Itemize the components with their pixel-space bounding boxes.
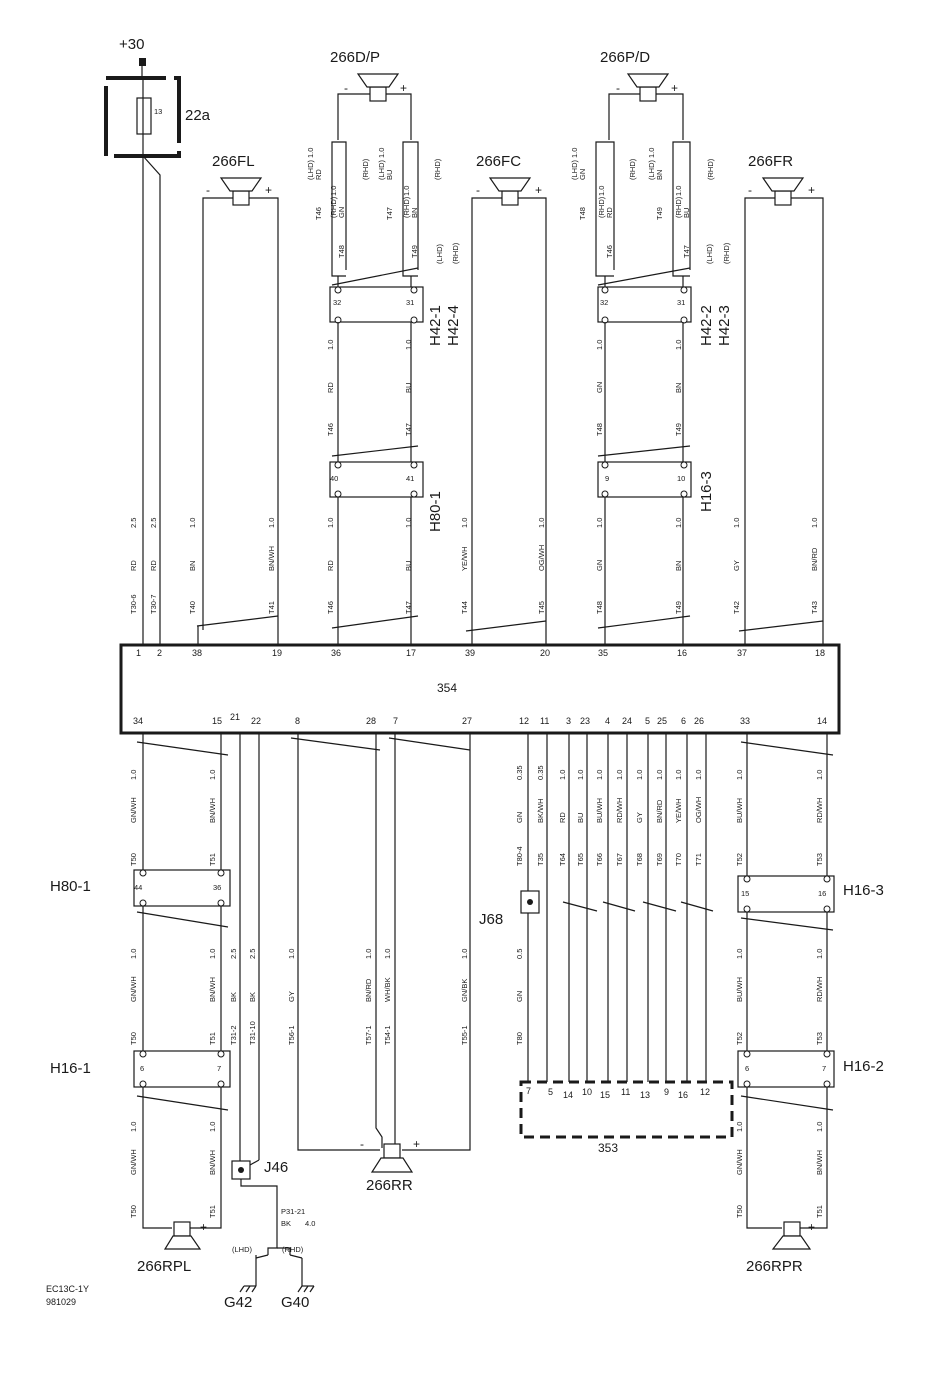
sp-d_rhd_b-color: BN [410,207,419,218]
wire-m_bkwh-0-b: T35 [536,853,545,866]
pin-15: 15 [741,889,750,898]
wire-m_buwh-1-b: BU/WH [595,798,604,823]
svg-text:12: 12 [700,1087,711,1097]
pin-32-left: 32 [333,298,342,307]
svg-text:16: 16 [678,1090,689,1100]
wire-rr_whbk-2-b: 1.0 [383,948,392,959]
svg-text:11: 11 [621,1087,631,1097]
sp-d_lhd_b-gauge: 1.0 [377,147,386,158]
svg-text:8: 8 [295,716,301,726]
wire-rpr_a2-1-b: BU/WH [735,977,744,1002]
speaker-pd-label: 266P/D [600,49,651,66]
wire-fc_minus-0: T44 [460,601,469,614]
svg-text:25: 25 [657,716,668,726]
wire-m_yewh-1-b: YE/WH [674,798,683,823]
sp-d_lhd_b-tag: (LHD) [377,160,386,180]
svg-text:4: 4 [605,716,611,726]
svg-text:20: 20 [540,648,551,658]
wire-rr_whbk-0-b: T54-1 [383,1025,392,1045]
sp-d_lhd_a-tnum: T46 [314,207,323,220]
wire-d_bu-2: 1.0 [404,339,413,350]
wire-m_yewh-0-b: T70 [674,853,683,866]
sp-d_rhd_b-tnum: T49 [410,245,419,258]
svg-text:16: 16 [677,648,688,658]
sp-p_lhd_a-color: GN [578,168,587,180]
wire-m_gn_low-2-b: 0.5 [515,948,524,959]
fr-plus-sign: + [808,183,816,197]
wire-rr_whbk-1-b: WH/BK [383,977,392,1002]
pin-40: 40 [330,474,339,483]
wire-m_bnrd-2-b: 1.0 [655,769,664,780]
wire-rpl_b1-2-b: 1.0 [208,769,217,780]
tag-rhd-h42-2: (RHD) [722,242,731,264]
svg-text:37: 37 [737,648,748,658]
label-h16-3-bottom: H16-3 [843,882,884,899]
wire-rr_bnrd-2-b: 1.0 [364,948,373,959]
label-h42-4: H42-4 [445,305,462,346]
wire-supply_2-0: T30-7 [149,594,158,614]
wire-m_buwh-2-b: 1.0 [595,769,604,780]
svg-text:1: 1 [136,648,142,658]
wire-p_gn-1: GN [595,381,604,393]
svg-text:13: 13 [640,1090,651,1100]
sp-d_rhd_a-tnum: T48 [337,245,346,258]
wire-m_gy-1-b: GY [635,812,644,823]
wire-fr_plus-0: T43 [810,601,819,614]
wire-m_bu-1-b: BU [576,812,585,823]
sp-p_rhd_a-color: RD [605,207,614,218]
svg-text:26: 26 [694,716,705,726]
wire-d_bu-0: T47 [404,423,413,436]
svg-text:14: 14 [817,716,828,726]
gnd-rhd: (RHD) [282,1245,304,1254]
ground-g40-icon [298,1286,314,1292]
wire-rpr_b3-0-b: T51 [815,1205,824,1218]
wire-m_buwh-0-b: T66 [595,853,604,866]
sp-p_rhd_b-tnum: T47 [682,245,691,258]
wire-fr_minus-0: T42 [732,601,741,614]
wire-rpl_b3-2-b: 1.0 [208,1121,217,1132]
wire-p_gn-2: 1.0 [595,339,604,350]
amplifier-label: 354 [437,681,458,695]
wire-d_bu_mid-0: T47 [404,601,413,614]
drawing-date: 981029 [46,1297,77,1307]
wire-fl_plus-1: BN/WH [267,546,276,571]
speaker-rr-icon [372,1144,412,1172]
label-h80-1-bottom: H80-1 [50,878,91,895]
svg-text:17: 17 [406,648,417,658]
tag-rhd-dp-b: (RHD) [433,158,442,180]
sp-p_lhd_b-gauge: 1.0 [647,147,656,158]
tag-lhd-h42-1: (LHD) [435,244,444,264]
pin-7-left: 7 [217,1064,222,1073]
speaker-fl-label: 266FL [212,153,255,170]
wire-supply_1-1: RD [129,560,138,571]
rpl-minus-sign: - [155,1220,159,1234]
wire-rr_gnbk-1-b: GN/BK [460,978,469,1002]
svg-text:12: 12 [519,716,530,726]
wire-gnd_1-1-b: BK [229,991,238,1002]
pin-6-left: 6 [140,1064,145,1073]
wire-m_bu-2-b: 1.0 [576,769,585,780]
wire-d_rd-1: RD [326,382,335,393]
sp-d_lhd_b-color: BU [385,169,394,180]
svg-text:11: 11 [540,716,550,726]
wire-d_bu-1: BU [404,382,413,393]
sp-p_lhd_a-gauge: 1.0 [570,147,579,158]
sp-d_rhd_a-tag: (RHD) [329,196,338,218]
tag-rhd-dp: (RHD) [361,158,370,180]
wire-m_rdwh-1-b: RD/WH [615,797,624,823]
svg-text:3: 3 [566,716,572,726]
rr-plus-sign: + [413,1137,421,1151]
wire-rpr_b2-1-b: RD/WH [815,976,824,1002]
pin-31-right: 31 [677,298,686,307]
wire-p_bn-1: BN [674,382,683,393]
svg-text:27: 27 [462,716,473,726]
wire-rr_gnbk-0-b: T55-1 [460,1025,469,1045]
supply-terminal [139,58,146,66]
wire-p_gn_mid-0: T48 [595,601,604,614]
speaker-dp-icon [358,74,398,101]
wire-gnd_2-2-b: 2.5 [248,948,257,959]
svg-text:2: 2 [157,648,163,658]
gnd-wire-id: P31-21 [281,1207,306,1216]
pin-41: 41 [406,474,415,483]
svg-text:15: 15 [600,1090,611,1100]
svg-text:7: 7 [393,716,399,726]
svg-text:15: 15 [212,716,223,726]
wire-m_gy-0-b: T68 [635,853,644,866]
wire-fr_minus-2: 1.0 [732,517,741,528]
svg-text:5: 5 [645,716,651,726]
wire-gnd_1-2-b: 2.5 [229,948,238,959]
speaker-dp-label: 266D/P [330,49,381,66]
speaker-fc-label: 266FC [476,153,522,170]
tag-rhd-h42-1: (RHD) [451,242,460,264]
wire-rpl_b1-1-b: BN/WH [208,798,217,823]
wire-rpr_a3-1-b: GN/WH [735,1149,744,1175]
sp-d_rhd_b-tag: (RHD) [402,196,411,218]
wire-p_bn_mid-0: T49 [674,601,683,614]
fuse-number: 13 [154,107,163,116]
drawing-code: EC13C-1Y [46,1284,90,1294]
label-h42-2: H42-2 [698,305,715,346]
svg-text:22: 22 [251,716,262,726]
wire-rpr_b1-0-b: T53 [815,853,824,866]
wire-m_ogwh-0-b: T71 [694,853,703,866]
pin-7-right: 7 [822,1064,827,1073]
wire-rpl_a2-2-b: 1.0 [129,948,138,959]
wire-fc_plus-2: 1.0 [537,517,546,528]
wire-rpl_b2-0-b: T51 [208,1032,217,1045]
wire-d_rd-2: 1.0 [326,339,335,350]
speaker-fr-icon [763,178,803,205]
wire-fr_minus-1: GY [732,560,741,571]
rpr-plus-sign: + [808,1220,816,1234]
wire-fc_plus-1: OG/WH [537,544,546,571]
sp-p_lhd_a-tnum: T48 [578,207,587,220]
gnd-wire-color: BK [281,1219,292,1228]
wire-rpr_a3-0-b: T50 [735,1205,744,1218]
wire-p_bn-2: 1.0 [674,339,683,350]
wire-rpl_a1-0-b: T50 [129,853,138,866]
wire-m_ogwh-2-b: 1.0 [694,769,703,780]
wire-fr_plus-1: BN/RD [810,547,819,571]
sp-p_lhd_b-tnum: T49 [655,207,664,220]
wire-rpl_a1-2-b: 1.0 [129,769,138,780]
wire-rpl_b2-1-b: BN/WH [208,977,217,1002]
speaker-rpl-icon [165,1222,200,1249]
svg-text:10: 10 [582,1087,593,1097]
wire-m_bkwh-2-b: 0.35 [536,765,545,780]
wire-supply_2-1: RD [149,560,158,571]
wire-rpl_a3-1-b: GN/WH [129,1149,138,1175]
wire-d_bu_mid-1: BU [404,560,413,571]
sp-d_rhd_a-color: GN [337,206,346,218]
fl-plus-sign: + [265,183,273,197]
wire-rpl_a1-1-b: GN/WH [129,797,138,823]
sp-d_lhd_a-gauge: 1.0 [306,147,315,158]
wire-p_gn_mid-1: GN [595,559,604,571]
sp-d_lhd_b-tnum: T47 [385,207,394,220]
wire-d_bu_mid-2: 1.0 [404,517,413,528]
ground-g42-icon [240,1286,256,1292]
svg-text:9: 9 [664,1087,670,1097]
wire-fl_plus-0: T41 [267,601,276,614]
svg-text:19: 19 [272,648,283,658]
label-h16-1: H16-1 [50,1060,91,1077]
svg-text:35: 35 [598,648,609,658]
amplifier-354 [121,645,839,733]
sp-p_rhd_b-gauge: 1.0 [674,185,683,196]
speaker-fl-icon [221,178,261,205]
sp-p_rhd_b-tag: (RHD) [674,196,683,218]
tag-rhd-pd: (RHD) [628,158,637,180]
wire-rpr_b3-2-b: 1.0 [815,1121,824,1132]
connector-h16-1 [134,1051,230,1087]
sp-d_rhd_a-gauge: 1.0 [329,185,338,196]
speaker-rr-label: 266RR [366,1177,413,1194]
svg-text:34: 34 [133,716,144,726]
speaker-fr-label: 266FR [748,153,794,170]
fuse-box-label: 22a [185,107,211,124]
speaker-fc-icon [490,178,530,205]
wire-m_bu-0-b: T65 [576,853,585,866]
pd-plus-sign: + [671,81,679,95]
wire-rpl_b3-0-b: T51 [208,1205,217,1218]
gnd-lhd: (LHD) [232,1245,252,1254]
label-h42-1: H42-1 [427,305,444,346]
label-h16-2: H16-2 [843,1058,884,1075]
svg-text:14: 14 [563,1090,574,1100]
wire-d_rd_mid-0: T46 [326,601,335,614]
wire-p_bn-0: T49 [674,423,683,436]
wire-rpr_b3-1-b: BN/WH [815,1150,824,1175]
pin-44: 44 [134,883,143,892]
wire-rpl_a2-1-b: GN/WH [129,976,138,1002]
speaker-pd-icon [628,74,668,101]
sp-d_rhd_b-gauge: 1.0 [402,185,411,196]
wire-rr_bnrd-1-b: BN/RD [364,978,373,1002]
wire-m_rdwh-0-b: T67 [615,853,624,866]
fc-plus-sign: + [535,183,543,197]
wire-rpr_a2-2-b: 1.0 [735,948,744,959]
label-h16-3-top: H16-3 [698,471,715,512]
wire-rpl_b3-1-b: BN/WH [208,1150,217,1175]
pin-36: 36 [213,883,222,892]
fc-minus-sign: - [476,183,480,197]
wire-rpr_b1-1-b: RD/WH [815,797,824,823]
speaker-rpr-label: 266RPR [746,1258,803,1275]
ground-g42-label: G42 [224,1294,253,1311]
wire-m_rd-0-b: T64 [558,853,567,866]
wire-m_rdwh-2-b: 1.0 [615,769,624,780]
wire-fl_minus-1: BN [188,560,197,571]
speaker-rpr-icon [773,1222,810,1249]
rpr-minus-sign: - [770,1220,774,1234]
speaker-rpl-label: 266RPL [137,1258,192,1275]
wire-rpr_b1-2-b: 1.0 [815,769,824,780]
sp-d_lhd_a-tag: (LHD) [306,160,315,180]
wire-m_gn_low-0-b: T80 [515,1032,524,1045]
pin-31-left: 31 [406,298,415,307]
wire-rr_gy-1-b: GY [287,991,296,1002]
sp-p_rhd_a-tnum: T46 [605,245,614,258]
wire-rpl_a3-2-b: 1.0 [129,1121,138,1132]
wire-rpl_b1-0-b: T51 [208,853,217,866]
wire-rpr_b2-2-b: 1.0 [815,948,824,959]
wire-m_rd-2-b: 1.0 [558,769,567,780]
label-j68: J68 [479,911,504,928]
wire-m_gn_low-1-b: GN [515,990,524,1002]
wire-m_bkwh-1-b: BK/WH [536,798,545,823]
wire-rpr_a1-2-b: 1.0 [735,769,744,780]
svg-text:18: 18 [815,648,826,658]
wire-fr_plus-2: 1.0 [810,517,819,528]
sp-p_lhd_b-color: BN [655,169,664,180]
wire-gnd_2-1-b: BK [248,991,257,1002]
wire-rpr_b2-0-b: T53 [815,1032,824,1045]
pin-10: 10 [677,474,686,483]
pin-6-right: 6 [745,1064,750,1073]
pin-32-right: 32 [600,298,609,307]
wire-m_rd-1-b: RD [558,812,567,823]
pd-minus-sign: - [616,81,620,95]
wire-m_bnrd-1-b: BN/RD [655,799,664,823]
label-j46: J46 [264,1159,289,1176]
dp-minus-sign: - [344,81,348,95]
fr-minus-sign: - [748,183,752,197]
wire-rpr_a3-2-b: 1.0 [735,1121,744,1132]
wire-rr_bnrd-0-b: T57-1 [364,1025,373,1045]
pin-16: 16 [818,889,827,898]
wire-rpr_a1-0-b: T52 [735,853,744,866]
wire-rpr_a2-0-b: T52 [735,1032,744,1045]
wire-fl_minus-2: 1.0 [188,517,197,528]
module-353-pins [526,1086,710,1100]
wire-fl_plus-2: 1.0 [267,517,276,528]
wire-p_gn-0: T48 [595,423,604,436]
wire-m_ogwh-1-b: OG/WH [694,796,703,823]
wire-gnd_1-0-b: T31-2 [229,1025,238,1045]
svg-text:23: 23 [580,716,591,726]
tag-rhd-pd-b: (RHD) [706,158,715,180]
dp-plus-sign: + [400,81,408,95]
connector-h16-2 [738,1051,834,1087]
svg-text:38: 38 [192,648,203,658]
wire-supply_1-2: 2.5 [129,517,138,528]
tag-lhd-h42-2: (LHD) [705,244,714,264]
rpl-plus-sign: + [200,1220,208,1234]
wire-fl_minus-0: T40 [188,601,197,614]
wire-p_gn_mid-2: 1.0 [595,517,604,528]
svg-text:36: 36 [331,648,342,658]
svg-text:33: 33 [740,716,751,726]
wire-m_gn-2-b: 0.35 [515,765,524,780]
wire-m_gy-2-b: 1.0 [635,769,644,780]
fl-minus-sign: - [206,183,210,197]
wire-supply_1-0: T30-6 [129,594,138,614]
gnd-wire-gauge: 4.0 [305,1219,316,1228]
supply-label: +30 [119,36,145,53]
wire-p_bn_mid-2: 1.0 [674,517,683,528]
wire-rpr_a1-1-b: BU/WH [735,798,744,823]
wire-d_rd_mid-2: 1.0 [326,517,335,528]
fuse-element [137,98,151,134]
label-h42-3: H42-3 [716,305,733,346]
wire-supply_2-2: 2.5 [149,517,158,528]
wire-m_gn-1-b: GN [515,811,524,823]
wire-rpl_a3-0-b: T50 [129,1205,138,1218]
wire-fc_plus-0: T45 [537,601,546,614]
wire-rr_gnbk-2-b: 1.0 [460,948,469,959]
pin-9: 9 [605,474,610,483]
sp-p_rhd_a-gauge: 1.0 [597,185,606,196]
ground-g40-label: G40 [281,1294,310,1311]
svg-text:24: 24 [622,716,633,726]
svg-text:7: 7 [526,1086,532,1096]
sp-p_lhd_b-tag: (LHD) [647,160,656,180]
sp-p_rhd_a-tag: (RHD) [597,196,606,218]
wire-m_gn-0-b: T80-4 [515,846,524,866]
wire-d_rd_mid-1: RD [326,560,335,571]
wire-p_bn_mid-1: BN [674,560,683,571]
label-h80-1-top: H80-1 [427,491,444,532]
svg-text:28: 28 [366,716,377,726]
wire-gnd_2-0-b: T31-10 [248,1021,257,1045]
svg-text:6: 6 [681,716,687,726]
sp-p_rhd_b-color: BU [682,207,691,218]
sp-p_lhd_a-tag: (LHD) [570,160,579,180]
wire-m_yewh-2-b: 1.0 [674,769,683,780]
wire-fc_minus-2: 1.0 [460,517,469,528]
wire-fc_minus-1: YE/WH [460,546,469,571]
module-353-label: 353 [598,1141,619,1155]
wire-rr_gy-2-b: 1.0 [287,948,296,959]
wire-rr_gy-0-b: T56-1 [287,1025,296,1045]
wire-rpl_a2-0-b: T50 [129,1032,138,1045]
wire-rpl_b2-2-b: 1.0 [208,948,217,959]
wire-m_bnrd-0-b: T69 [655,853,664,866]
svg-text:5: 5 [548,1087,554,1097]
sp-d_lhd_a-color: RD [314,169,323,180]
wire-d_rd-0: T46 [326,423,335,436]
rr-minus-sign: - [360,1137,364,1151]
svg-text:39: 39 [465,648,476,658]
svg-text:21: 21 [230,712,241,722]
